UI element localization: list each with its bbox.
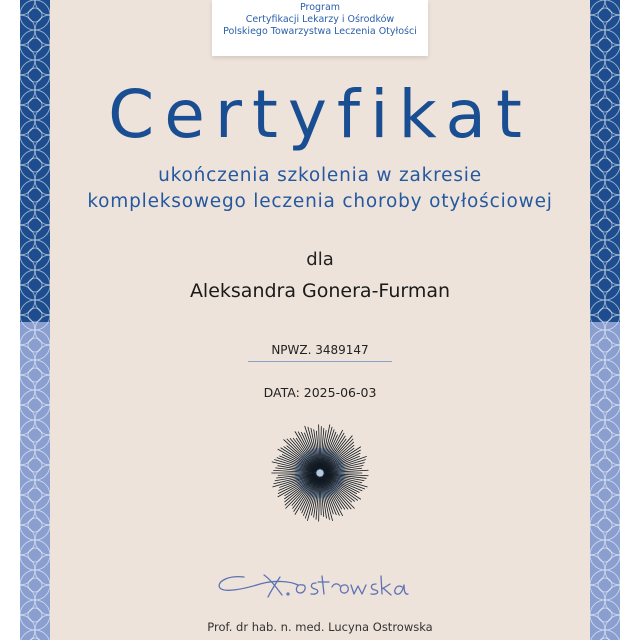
program-header-box xyxy=(212,0,428,56)
subtitle-line: ukończenia szkolenia w zakresie xyxy=(158,165,482,186)
program-line: Program xyxy=(299,2,341,13)
for-label: dla xyxy=(306,249,334,270)
license-number: NPWZ. 3489147 xyxy=(248,343,392,362)
program-line: Certyfikacji Lekarzy i Ośrodków xyxy=(245,14,395,25)
program-line: Polskiego Towarzystwa Leczenia Otyłości xyxy=(223,26,417,37)
certificate-subtitle xyxy=(50,163,590,215)
subtitle-line: kompleksowego leczenia choroby otyłościowej xyxy=(87,191,553,212)
starburst-seal-icon xyxy=(270,423,370,527)
left-decorative-border xyxy=(20,0,50,640)
right-decorative-border xyxy=(590,0,620,640)
certificate-title: Certyfikat xyxy=(108,76,532,153)
recipient-name: Aleksandra Gonera-Furman xyxy=(189,280,451,302)
signer-name: Prof. dr hab. n. med. Lucyna Ostrowska xyxy=(207,620,433,634)
certificate-date: DATA: 2025-06-03 xyxy=(263,385,377,400)
handwritten-signature xyxy=(214,567,410,611)
